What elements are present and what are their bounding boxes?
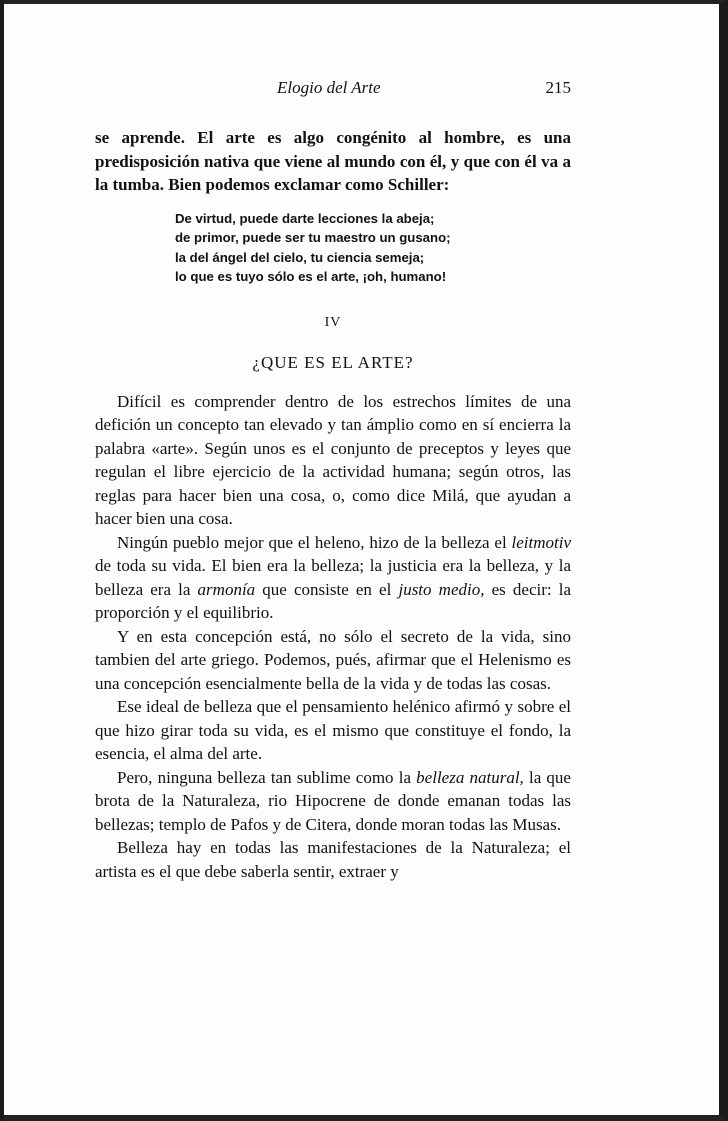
section-title: ¿QUE ES EL ARTE? xyxy=(252,352,414,372)
verse-line: de primor, puede ser tu maestro un gusano; xyxy=(175,230,451,245)
text-run: Ningún pueblo mejor que el heleno, hizo de la belleza el xyxy=(117,532,512,552)
verse-line: lo que es tuyo sólo es el arte, ¡oh, humano! xyxy=(175,269,447,284)
verse-quote xyxy=(175,209,571,287)
running-title: Elogio del Arte xyxy=(277,78,381,97)
verse-line: De virtud, puede darte lecciones la abeja; xyxy=(175,210,435,226)
italic-term: belleza natural, xyxy=(416,767,524,787)
book-page xyxy=(95,78,571,883)
text-run: Pero, ninguna belleza tan sublime como la xyxy=(117,767,417,787)
text-run: que consiste en el xyxy=(255,579,399,599)
text-run: es decir: la proporción y el equilibrio. xyxy=(95,579,571,622)
paragraph xyxy=(95,531,571,625)
italic-term: leitmotiv xyxy=(511,532,571,552)
section-number: IV xyxy=(324,314,342,330)
text-run: de toda su vida. El bien era la belleza; la justicia era la belleza, y la belleza era la xyxy=(95,556,571,599)
paragraph: Belleza hay en todas las manifestaciones de la Naturaleza; el artista es el que debe saberla sentir, extraer y xyxy=(95,838,571,881)
italic-term: armonía xyxy=(197,579,256,599)
paragraph: Difícil es comprender dentro de los estrechos límites de una defición un concepto tan elevado y tan ámplio como en sí encierra la palabra «arte». Según unos es el conjunto de preceptos y leyes que regulan el libre ejercicio de la actividad humana; según otros, las reglas para hacer bien una cosa, o, como dice Milá, que ayudan a hacer bien una cosa. xyxy=(95,391,571,528)
italic-term: justo medio, xyxy=(398,579,485,599)
page-header xyxy=(95,78,571,108)
verse-line: la del ángel del cielo, tu ciencia semeja; xyxy=(175,249,425,265)
intro-paragraph: se aprende. El arte es algo congénito al hombre, es una predisposición nativa que viene al mundo con él, y que con él va a la tumba. Bien podemos exclamar como Schiller: xyxy=(95,128,571,194)
section-body xyxy=(95,390,571,884)
text-run: la que brota de la Naturaleza, rio Hipocrene de donde emanan todas las bellezas; templo de Pafos y de Citera, donde moran todas las Musas. xyxy=(95,767,571,834)
paragraph: Y en esta concepción está, no sólo el secreto de la vida, sino tambien del arte griego. Podemos, pués, afirmar que el Helenismo es una concepción esencialmente bella de la vida y de todas las cosas. xyxy=(95,626,571,693)
page-number: 215 xyxy=(545,78,571,97)
paragraph xyxy=(95,766,571,837)
paragraph: Ese ideal de belleza que el pensamiento helénico afirmó y sobre el que hizo girar toda su vida, es el mismo que constituye el fondo, la esencia, el alma del arte. xyxy=(95,697,571,763)
